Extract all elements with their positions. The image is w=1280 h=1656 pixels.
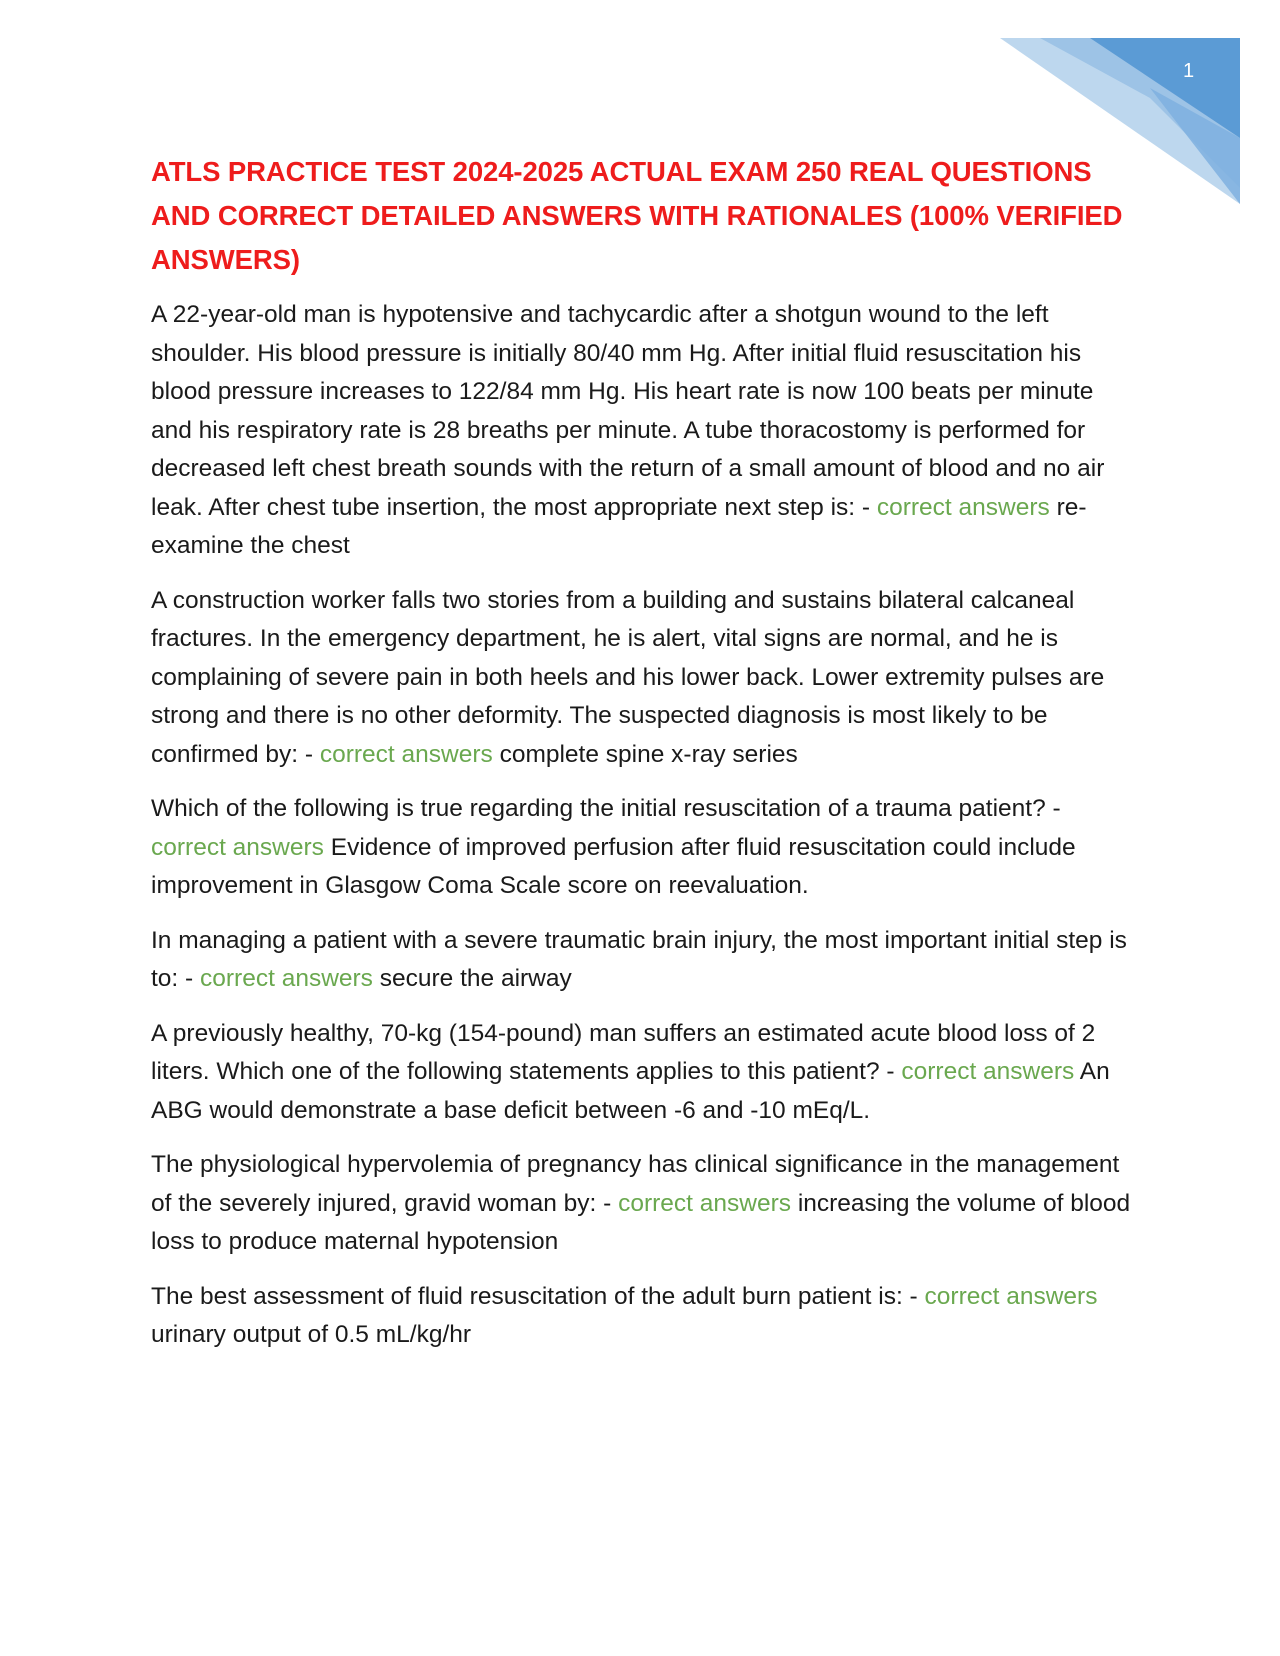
answer-text: increasing the volume of blood loss to produce maternal hypotension (151, 1189, 1131, 1255)
question-item (151, 790, 1131, 906)
question-text: The best assessment of fluid resuscitation of the adult burn patient is: - (151, 1282, 925, 1310)
answer-label: correct answers (901, 1058, 1075, 1085)
answer-label: correct answers (151, 833, 324, 861)
answer-text: re-examine the chest (151, 493, 1087, 559)
answer-label: correct answers (319, 740, 493, 768)
question-text: A construction worker falls two stories from a building and sustains bilateral calcaneal fractures. In the emergency department, he is alert, vital signs are normal, and he is complaining of severe pain in both heels and his lower back. Lower extremity pulses are strong and there is no other deformity. The suspected diagnosis is most likely to be confirmed by: - (151, 586, 1105, 768)
page-number: 1 (1183, 60, 1195, 82)
question-text: Which of the following is true regarding the initial resuscitation of a trauma patient? - (151, 795, 1061, 822)
answer-label: correct answers (200, 965, 373, 992)
question-item (151, 296, 1131, 566)
question-item (151, 922, 1131, 999)
question-text: The physiological hypervolemia of pregnancy has clinical significance in the management of the severely injured, gravid woman by: - (151, 1151, 1120, 1217)
question-item (151, 1146, 1131, 1262)
document-title: ATLS PRACTICE TEST 2024-2025 ACTUAL EXAM 250 REAL QUESTIONS AND CORRECT DETAILED ANSWERS WITH RATIONALES (100% VERIFIED ANSWERS) (151, 156, 1123, 275)
question-item (151, 1015, 1131, 1131)
answer-text: secure the airway (379, 965, 572, 992)
answer-text: complete spine x-ray series (499, 740, 798, 768)
answer-label: correct answers (876, 493, 1050, 521)
answer-text: urinary output of 0.5 mL/kg/hr (151, 1321, 472, 1348)
question-item (151, 582, 1131, 775)
question-text: A 22-year-old man is hypotensive and tachycardic after a shotgun wound to the left shoulder. His blood pressure is initially 80/40 mm Hg. After initial fluid resuscitation his blood pressure increases to 122/84 mm Hg. His heart rate is now 100 beats per minute and his respiratory rate is 28 breaths per minute. A tube thoracostomy is performed for decreased left chest breath sounds with the return of a small amount of blood and no air leak. After chest tube insertion, the most appropriate next step is: - (151, 301, 1105, 521)
answer-text: An ABG would demonstrate a base deficit between -6 and -10 mEq/L. (151, 1058, 1110, 1124)
answer-label: correct answers (924, 1282, 1098, 1310)
document-body (151, 150, 1131, 1371)
question-item (151, 1278, 1131, 1355)
question-text: In managing a patient with a severe traumatic brain injury, the most important initial step is to: - (151, 926, 1127, 992)
answer-text: Evidence of improved perfusion after fluid resuscitation could include improvement in Glasgow Coma Scale score on reevaluation. (151, 833, 1076, 899)
question-text: A previously healthy, 70-kg (154-pound) man suffers an estimated acute blood loss of 2 liters. Which one of the following statements applies to this patient? - (151, 1019, 1096, 1085)
answer-label: correct answers (618, 1189, 792, 1217)
